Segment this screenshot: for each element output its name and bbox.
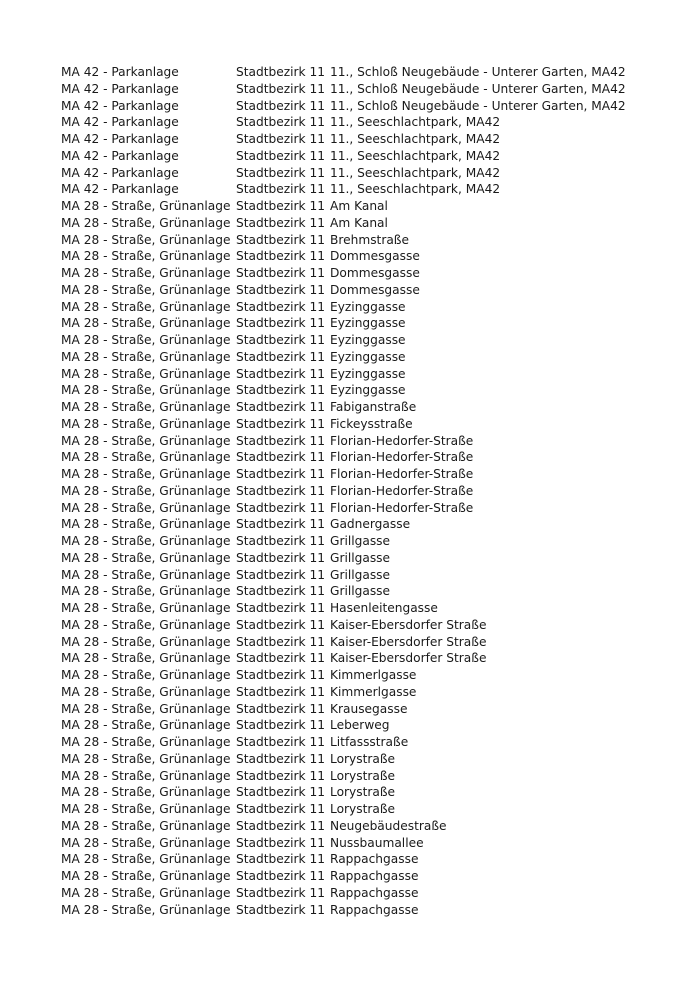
row-district-cell: Stadtbezirk 11 bbox=[236, 98, 325, 113]
row-location-cell: Lorystraße bbox=[330, 768, 396, 783]
row-owner-cell: MA 42 - Parkanlage bbox=[61, 115, 179, 130]
row-owner-cell: MA 28 - Straße, Grünanlage bbox=[61, 885, 231, 900]
row-location-cell: Florian-Hedorfer-Straße bbox=[330, 433, 474, 448]
row-owner-cell: MA 28 - Straße, Grünanlage bbox=[61, 199, 231, 213]
table-row bbox=[61, 835, 626, 852]
row-location-cell: Eyzinggasse bbox=[330, 383, 406, 398]
row-owner-cell: MA 28 - Straße, Grünanlage bbox=[61, 802, 231, 816]
row-owner-cell: MA 28 - Straße, Grünanlage bbox=[61, 651, 231, 666]
row-district-cell: Stadtbezirk 11 bbox=[236, 500, 325, 515]
table-row bbox=[61, 265, 626, 282]
row-district-cell: Stadtbezirk 11 bbox=[236, 751, 325, 766]
row-owner-cell: MA 28 - Straße, Grünanlage bbox=[61, 634, 231, 649]
row-location-cell: Florian-Hedorfer-Straße bbox=[330, 500, 474, 515]
row-district-cell: Stadtbezirk 11 bbox=[236, 534, 325, 548]
row-owner-cell: MA 28 - Straße, Grünanlage bbox=[61, 684, 231, 699]
table-row bbox=[61, 567, 626, 584]
row-location-cell: Lorystraße bbox=[330, 785, 396, 800]
row-location-cell: Leberweg bbox=[330, 718, 390, 733]
row-owner-cell: MA 28 - Straße, Grünanlage bbox=[61, 500, 231, 515]
row-owner-cell: MA 28 - Straße, Grünanlage bbox=[61, 299, 231, 314]
row-owner-cell: MA 28 - Straße, Grünanlage bbox=[61, 835, 231, 850]
row-location-cell: 11., Seeschlachtpark, MA42 bbox=[330, 182, 501, 197]
row-district-cell: Stadtbezirk 11 bbox=[236, 483, 325, 498]
row-location-cell: Rappachgasse bbox=[330, 869, 419, 883]
row-owner-cell: MA 42 - Parkanlage bbox=[61, 132, 179, 146]
row-owner-cell: MA 28 - Straße, Grünanlage bbox=[61, 701, 231, 716]
row-owner-cell: MA 28 - Straße, Grünanlage bbox=[61, 534, 231, 548]
row-location-cell: Eyzinggasse bbox=[330, 316, 406, 331]
row-location-cell: Lorystraße bbox=[330, 802, 396, 816]
row-district-cell: Stadtbezirk 11 bbox=[236, 450, 325, 465]
table-row bbox=[61, 299, 626, 316]
row-district-cell: Stadtbezirk 11 bbox=[236, 902, 325, 917]
row-district-cell: Stadtbezirk 11 bbox=[236, 668, 325, 682]
row-district-cell: Stadtbezirk 11 bbox=[236, 567, 325, 582]
row-owner-cell: MA 28 - Straße, Grünanlage bbox=[61, 768, 231, 783]
row-district-cell: Stadtbezirk 11 bbox=[236, 165, 325, 180]
row-district-cell: Stadtbezirk 11 bbox=[236, 467, 325, 481]
table-row bbox=[61, 583, 626, 600]
table-row bbox=[61, 818, 626, 835]
table-row bbox=[61, 634, 626, 651]
row-location-cell: Nussbaumallee bbox=[330, 835, 424, 850]
row-owner-cell: MA 28 - Straße, Grünanlage bbox=[61, 567, 231, 582]
row-owner-cell: MA 28 - Straße, Grünanlage bbox=[61, 316, 231, 331]
row-district-cell: Stadtbezirk 11 bbox=[236, 785, 325, 800]
table-row bbox=[61, 315, 626, 332]
table-row bbox=[61, 701, 626, 718]
table-row bbox=[61, 516, 626, 533]
table-row bbox=[61, 768, 626, 785]
row-district-cell: Stadtbezirk 11 bbox=[236, 266, 325, 280]
row-district-cell: Stadtbezirk 11 bbox=[236, 701, 325, 716]
row-district-cell: Stadtbezirk 11 bbox=[236, 433, 325, 448]
table-row bbox=[61, 650, 626, 667]
table-row bbox=[61, 198, 626, 215]
row-district-cell: Stadtbezirk 11 bbox=[236, 651, 325, 666]
row-district-cell: Stadtbezirk 11 bbox=[236, 65, 325, 79]
row-owner-cell: MA 28 - Straße, Grünanlage bbox=[61, 869, 231, 883]
table-row bbox=[61, 131, 626, 148]
row-district-cell: Stadtbezirk 11 bbox=[236, 316, 325, 331]
table-row bbox=[61, 282, 626, 299]
row-location-cell: Neugebäudestraße bbox=[330, 818, 447, 833]
row-owner-cell: MA 28 - Straße, Grünanlage bbox=[61, 617, 231, 632]
row-location-cell: Fickeysstraße bbox=[330, 416, 413, 431]
row-owner-cell: MA 42 - Parkanlage bbox=[61, 98, 179, 113]
table-row bbox=[61, 500, 626, 517]
row-location-cell: Rappachgasse bbox=[330, 852, 419, 867]
table-row bbox=[61, 64, 626, 81]
row-location-cell: Eyzinggasse bbox=[330, 349, 406, 364]
table-row bbox=[61, 349, 626, 366]
table-row bbox=[61, 114, 626, 131]
row-district-cell: Stadtbezirk 11 bbox=[236, 634, 325, 649]
row-owner-cell: MA 28 - Straße, Grünanlage bbox=[61, 902, 231, 917]
table-row bbox=[61, 902, 626, 919]
row-owner-cell: MA 28 - Straße, Grünanlage bbox=[61, 266, 231, 280]
table-row bbox=[61, 148, 626, 165]
row-owner-cell: MA 42 - Parkanlage bbox=[61, 182, 179, 197]
table-row bbox=[61, 181, 626, 198]
table-row bbox=[61, 734, 626, 751]
table-row bbox=[61, 784, 626, 801]
row-owner-cell: MA 28 - Straße, Grünanlage bbox=[61, 550, 231, 565]
table-row bbox=[61, 533, 626, 550]
row-district-cell: Stadtbezirk 11 bbox=[236, 768, 325, 783]
row-district-cell: Stadtbezirk 11 bbox=[236, 802, 325, 816]
records-table-body bbox=[61, 64, 626, 918]
row-location-cell: Brehmstraße bbox=[330, 232, 409, 247]
row-owner-cell: MA 28 - Straße, Grünanlage bbox=[61, 232, 231, 247]
row-location-cell: Kimmerlgasse bbox=[330, 668, 417, 682]
row-district-cell: Stadtbezirk 11 bbox=[236, 232, 325, 247]
table-row bbox=[61, 600, 626, 617]
row-owner-cell: MA 28 - Straße, Grünanlage bbox=[61, 601, 231, 615]
row-district-cell: Stadtbezirk 11 bbox=[236, 617, 325, 632]
table-row bbox=[61, 751, 626, 768]
row-district-cell: Stadtbezirk 11 bbox=[236, 852, 325, 867]
row-district-cell: Stadtbezirk 11 bbox=[236, 366, 325, 381]
row-district-cell: Stadtbezirk 11 bbox=[236, 383, 325, 398]
row-district-cell: Stadtbezirk 11 bbox=[236, 249, 325, 264]
row-owner-cell: MA 42 - Parkanlage bbox=[61, 148, 179, 163]
row-district-cell: Stadtbezirk 11 bbox=[236, 349, 325, 364]
table-row bbox=[61, 232, 626, 249]
row-district-cell: Stadtbezirk 11 bbox=[236, 215, 325, 230]
row-district-cell: Stadtbezirk 11 bbox=[236, 735, 325, 749]
row-owner-cell: MA 28 - Straße, Grünanlage bbox=[61, 735, 231, 749]
row-location-cell: Kimmerlgasse bbox=[330, 684, 417, 699]
row-location-cell: Rappachgasse bbox=[330, 902, 419, 917]
row-location-cell: Litfassstraße bbox=[330, 735, 409, 749]
row-district-cell: Stadtbezirk 11 bbox=[236, 584, 325, 599]
row-location-cell: Am Kanal bbox=[330, 215, 388, 230]
row-district-cell: Stadtbezirk 11 bbox=[236, 182, 325, 197]
row-location-cell: Lorystraße bbox=[330, 751, 396, 766]
row-owner-cell: MA 28 - Straße, Grünanlage bbox=[61, 450, 231, 465]
row-location-cell: Krausegasse bbox=[330, 701, 408, 716]
row-district-cell: Stadtbezirk 11 bbox=[236, 416, 325, 431]
row-district-cell: Stadtbezirk 11 bbox=[236, 81, 325, 96]
row-location-cell: Kaiser-Ebersdorfer Straße bbox=[330, 617, 487, 632]
row-location-cell: Eyzinggasse bbox=[330, 333, 406, 347]
row-location-cell: 11., Seeschlachtpark, MA42 bbox=[330, 148, 501, 163]
table-row bbox=[61, 483, 626, 500]
row-owner-cell: MA 28 - Straße, Grünanlage bbox=[61, 366, 231, 381]
row-location-cell: 11., Schloß Neugebäude - Unterer Garten, MA42 bbox=[330, 98, 626, 113]
row-district-cell: Stadtbezirk 11 bbox=[236, 400, 325, 414]
row-owner-cell: MA 28 - Straße, Grünanlage bbox=[61, 818, 231, 833]
row-district-cell: Stadtbezirk 11 bbox=[236, 132, 325, 146]
row-location-cell: 11., Seeschlachtpark, MA42 bbox=[330, 165, 501, 180]
table-row bbox=[61, 667, 626, 684]
row-location-cell: 11., Seeschlachtpark, MA42 bbox=[330, 115, 501, 130]
table-row bbox=[61, 466, 626, 483]
row-owner-cell: MA 28 - Straße, Grünanlage bbox=[61, 718, 231, 733]
row-location-cell: Hasenleitengasse bbox=[330, 601, 438, 615]
table-row bbox=[61, 332, 626, 349]
row-location-cell: Gadnergasse bbox=[330, 517, 411, 532]
table-row bbox=[61, 868, 626, 885]
row-district-cell: Stadtbezirk 11 bbox=[236, 835, 325, 850]
table-row bbox=[61, 801, 626, 818]
table-row bbox=[61, 684, 626, 701]
row-owner-cell: MA 28 - Straße, Grünanlage bbox=[61, 483, 231, 498]
table-row bbox=[61, 851, 626, 868]
row-district-cell: Stadtbezirk 11 bbox=[236, 199, 325, 213]
table-row bbox=[61, 366, 626, 383]
row-location-cell: Kaiser-Ebersdorfer Straße bbox=[330, 651, 487, 666]
row-location-cell: Dommesgasse bbox=[330, 266, 420, 280]
table-row bbox=[61, 165, 626, 182]
row-owner-cell: MA 28 - Straße, Grünanlage bbox=[61, 383, 231, 398]
row-owner-cell: MA 42 - Parkanlage bbox=[61, 165, 179, 180]
row-owner-cell: MA 28 - Straße, Grünanlage bbox=[61, 249, 231, 264]
row-owner-cell: MA 28 - Straße, Grünanlage bbox=[61, 785, 231, 800]
row-district-cell: Stadtbezirk 11 bbox=[236, 115, 325, 130]
row-location-cell: Rappachgasse bbox=[330, 885, 419, 900]
table-row bbox=[61, 433, 626, 450]
row-location-cell: 11., Schloß Neugebäude - Unterer Garten, MA42 bbox=[330, 81, 626, 96]
row-owner-cell: MA 28 - Straße, Grünanlage bbox=[61, 751, 231, 766]
row-location-cell: Florian-Hedorfer-Straße bbox=[330, 450, 474, 465]
table-row bbox=[61, 399, 626, 416]
table-row bbox=[61, 617, 626, 634]
row-owner-cell: MA 28 - Straße, Grünanlage bbox=[61, 215, 231, 230]
row-owner-cell: MA 28 - Straße, Grünanlage bbox=[61, 467, 231, 481]
row-location-cell: Florian-Hedorfer-Straße bbox=[330, 467, 474, 481]
row-location-cell: Eyzinggasse bbox=[330, 366, 406, 381]
table-row bbox=[61, 416, 626, 433]
row-district-cell: Stadtbezirk 11 bbox=[236, 684, 325, 699]
row-district-cell: Stadtbezirk 11 bbox=[236, 333, 325, 347]
row-owner-cell: MA 42 - Parkanlage bbox=[61, 65, 179, 79]
row-location-cell: Eyzinggasse bbox=[330, 299, 406, 314]
row-owner-cell: MA 28 - Straße, Grünanlage bbox=[61, 349, 231, 364]
row-location-cell: Grillgasse bbox=[330, 550, 391, 565]
row-district-cell: Stadtbezirk 11 bbox=[236, 818, 325, 833]
row-district-cell: Stadtbezirk 11 bbox=[236, 601, 325, 615]
table-row bbox=[61, 248, 626, 265]
table-row bbox=[61, 449, 626, 466]
row-district-cell: Stadtbezirk 11 bbox=[236, 148, 325, 163]
row-owner-cell: MA 28 - Straße, Grünanlage bbox=[61, 668, 231, 682]
row-location-cell: Dommesgasse bbox=[330, 282, 420, 297]
table-row bbox=[61, 81, 626, 98]
row-owner-cell: MA 28 - Straße, Grünanlage bbox=[61, 282, 231, 297]
row-location-cell: Kaiser-Ebersdorfer Straße bbox=[330, 634, 487, 649]
row-district-cell: Stadtbezirk 11 bbox=[236, 299, 325, 314]
table-row bbox=[61, 215, 626, 232]
row-location-cell: Grillgasse bbox=[330, 584, 391, 599]
row-owner-cell: MA 28 - Straße, Grünanlage bbox=[61, 584, 231, 599]
table-row bbox=[61, 550, 626, 567]
row-location-cell: Am Kanal bbox=[330, 199, 388, 213]
row-location-cell: Grillgasse bbox=[330, 534, 391, 548]
row-owner-cell: MA 28 - Straße, Grünanlage bbox=[61, 517, 231, 532]
row-district-cell: Stadtbezirk 11 bbox=[236, 869, 325, 883]
row-owner-cell: MA 28 - Straße, Grünanlage bbox=[61, 433, 231, 448]
row-owner-cell: MA 28 - Straße, Grünanlage bbox=[61, 416, 231, 431]
table-row bbox=[61, 885, 626, 902]
row-district-cell: Stadtbezirk 11 bbox=[236, 718, 325, 733]
row-location-cell: 11., Schloß Neugebäude - Unterer Garten, MA42 bbox=[330, 65, 626, 79]
table-row bbox=[61, 382, 626, 399]
row-owner-cell: MA 28 - Straße, Grünanlage bbox=[61, 400, 231, 414]
row-location-cell: Fabiganstraße bbox=[330, 400, 417, 414]
row-district-cell: Stadtbezirk 11 bbox=[236, 517, 325, 532]
row-district-cell: Stadtbezirk 11 bbox=[236, 885, 325, 900]
records-table bbox=[61, 64, 626, 918]
row-location-cell: Florian-Hedorfer-Straße bbox=[330, 483, 474, 498]
row-owner-cell: MA 28 - Straße, Grünanlage bbox=[61, 333, 231, 347]
row-owner-cell: MA 42 - Parkanlage bbox=[61, 81, 179, 96]
table-row bbox=[61, 717, 626, 734]
row-location-cell: Grillgasse bbox=[330, 567, 391, 582]
row-location-cell: Dommesgasse bbox=[330, 249, 420, 264]
row-location-cell: 11., Seeschlachtpark, MA42 bbox=[330, 132, 501, 146]
table-row bbox=[61, 98, 626, 115]
row-owner-cell: MA 28 - Straße, Grünanlage bbox=[61, 852, 231, 867]
row-district-cell: Stadtbezirk 11 bbox=[236, 550, 325, 565]
row-district-cell: Stadtbezirk 11 bbox=[236, 282, 325, 297]
